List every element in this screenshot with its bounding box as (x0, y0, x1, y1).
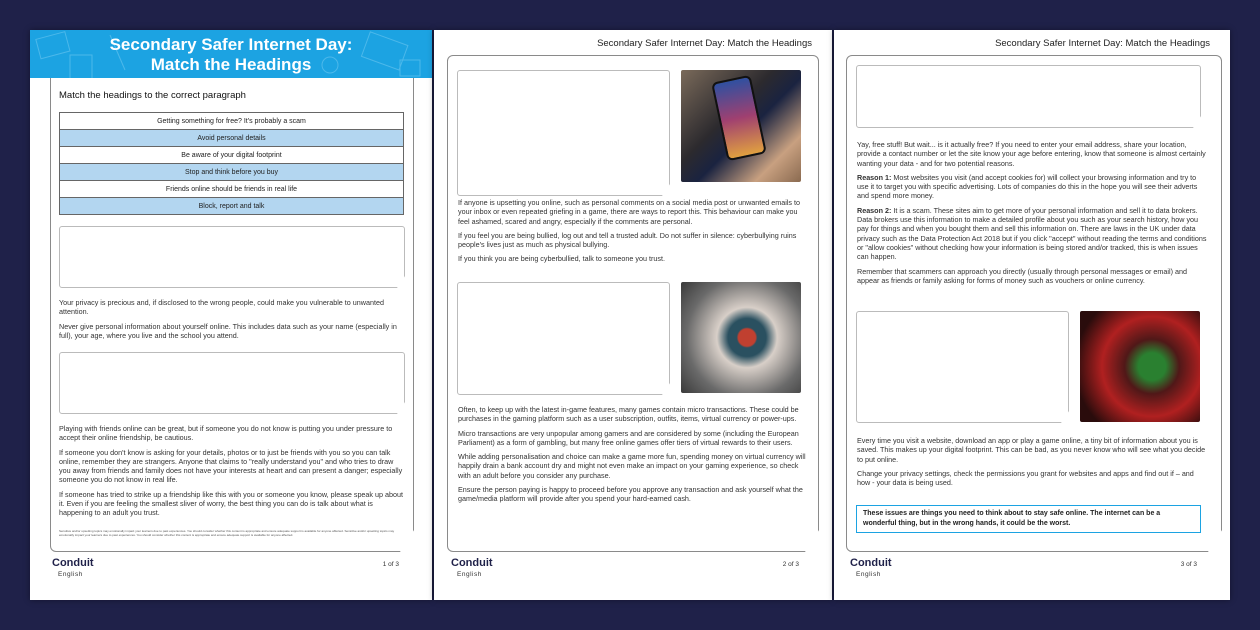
paragraph: Your privacy is precious and, if disclosed to the wrong people, could make you vulnerable to unwanted attention. (59, 298, 384, 317)
logo-name: Conduit (52, 557, 94, 569)
heading-option[interactable]: Avoid personal details (60, 130, 404, 147)
section-text-4 (458, 405, 808, 509)
paragraph: Ensure the person paying is happy to proceed before you approve any transaction and ask yourself what the game/media platform will provide after you spend your hard-earned cash. (458, 485, 803, 504)
paragraph: Micro transactions are very unpopular among gamers and are considered by some (including the European Parliament) as a form of gambling, but many free online games offer tiers of virtual rewards to their users. (458, 428, 799, 447)
title-banner (30, 30, 432, 78)
worksheet-page-1 (30, 30, 432, 600)
paragraph (857, 173, 1207, 201)
phone-icon (711, 75, 767, 162)
worksheet-page-3 (834, 30, 1230, 600)
worksheet-page-2 (434, 30, 832, 600)
paragraph: Playing with friends online can be great, but if someone you do not know is putting you under pressure to accept their online friendship, be cautious. (59, 424, 393, 443)
page-number: 3 of 3 (1180, 561, 1197, 568)
running-header: Secondary Safer Internet Day: Match the Headings (995, 38, 1210, 49)
phone-apps-photo (681, 70, 801, 182)
paragraph: Every time you visit a website, download an app or play a game online, a tiny bit of information about you is saved. This makes up your digital footprint. This can be bad, as you never know who will see what you decide to put online. (857, 436, 1206, 464)
table-row (60, 147, 404, 164)
headings-table (59, 112, 404, 215)
paragraph: Never give personal information about yourself online. This includes data such as your name (especially in full), your age, where you live and the school you attend. (59, 321, 397, 340)
answer-box-2[interactable] (59, 352, 405, 414)
heading-option[interactable]: Stop and think before you buy (60, 164, 404, 181)
page-number: 2 of 3 (782, 561, 799, 568)
logo-name: Conduit (850, 557, 892, 569)
heading-option[interactable]: Be aware of your digital footprint (60, 147, 404, 164)
callout-box: These issues are things you need to think about to stay safe online. The internet can be a wonderful thing, but in the wrong hands, it could be the worst. (856, 505, 1201, 533)
paragraph: If someone you don't know is asking for your details, photos or to just be friends with you so you can talk online, remember they are strangers. Anyone that claims to "really understand you" and who tries to draw you away from friends and family does not have your interests at heart and can present a danger; especially someone you do not know in real life. (59, 447, 403, 485)
gaming-controller-photo (681, 282, 801, 393)
title-line-2: Match the Headings (150, 55, 312, 74)
table-row (60, 198, 404, 215)
answer-box-3[interactable] (457, 70, 670, 196)
reason-label: Reason 1: (857, 172, 892, 182)
answer-box-6[interactable] (856, 311, 1069, 423)
paragraph: If you think you are being cyberbullied, talk to someone you trust. (458, 254, 665, 264)
title-line-1: Secondary Safer Internet Day: (109, 35, 353, 54)
disclaimer: Sensitive and/or upsetting topics may emotionally impact your learners due to past experiences. You should consider whether this content is appropriate and ensure adequate support is available for anyone affected. Sensitive and/or upsetting topics may emotionally impact your learners due to past experiences. You should consider whether this content is appropriate and ensure adequate support is available for anyone affected. (59, 529, 395, 537)
paragraph: Remember that scammers can approach you directly (usually through personal messages or email) and appear as friends or family asking for forms of money such as vouchers or online currency. (857, 266, 1187, 285)
reason-text: It is a scam. These sites aim to get more of your personal information and sell it to data brokers. Data brokers use this information to make a detailed profile about you such as your search history, how you pay for things and when you bought them and sell this information on. There are laws in the UK under data privacy such as the Data Protection Act 2018 but if you click "accept" without reading the terms and conditions or "allow cookies" without checking how your information is being stored and/or tracked, this is when issues can happen. (857, 205, 1207, 262)
logo-sub: English (457, 571, 482, 578)
section-text-6 (857, 436, 1207, 492)
laptop-padlock-photo (1080, 311, 1200, 422)
table-row (60, 181, 404, 198)
logo-sub: English (856, 571, 881, 578)
section-text-2 (59, 424, 405, 523)
paragraph: If anyone is upsetting you online, such as personal comments on a social media post or unwanted emails to your inbox or even repeated griefing in a game, there are ways to report this. This behaviour can make you feel ashamed, scared and angry, especially if the comments are personal. (458, 198, 800, 226)
table-row (60, 130, 404, 147)
conduit-logo (52, 558, 94, 580)
paragraph: Change your privacy settings, check the permissions you grant for websites and apps and find out if – and how - your data is being used. (857, 468, 1194, 488)
conduit-logo (850, 558, 892, 580)
running-header: Secondary Safer Internet Day: Match the Headings (597, 38, 812, 49)
paragraph: If someone has tried to strike up a friendship like this with you or someone you know, please speak up about it. Even if you are feeling the smallest sliver of worry, the best thing you can do is talk about what is happening to an adult you trust. (59, 489, 403, 518)
paragraph (857, 206, 1207, 262)
section-text-5 (857, 140, 1207, 290)
section-text-3 (458, 198, 808, 269)
instruction: Match the headings to the correct paragraph (59, 90, 246, 101)
heading-option[interactable]: Friends online should be friends in real life (60, 181, 404, 198)
section-text-1 (59, 298, 405, 345)
answer-box-1[interactable] (59, 226, 405, 288)
conduit-logo (451, 558, 493, 580)
reason-label: Reason 2: (857, 205, 892, 215)
heading-option[interactable]: Getting something for free? It's probably a scam (60, 113, 404, 130)
logo-name: Conduit (451, 557, 493, 569)
answer-box-5[interactable] (856, 65, 1201, 128)
answer-box-4[interactable] (457, 282, 670, 395)
paragraph: If you feel you are being bullied, log out and tell a trusted adult. Do not suffer in silence: cyberbullying ruins people's lives just as much as physical bullying. (458, 230, 797, 250)
table-row (60, 164, 404, 181)
heading-option[interactable]: Block, report and talk (60, 198, 404, 215)
paragraph: Often, to keep up with the latest in-game features, many games contain micro transactions. These could be purchases in the gaming platform such as a user subscription, outfits, items, virtual currency or power-ups. (458, 405, 799, 424)
paragraph: While adding personalisation and choice can make a game more fun, spending money on virtual currency will happily drain a bank account dry and might not even make an impact on your gaming experience, so check with an adult before you consider any purchase. (458, 452, 806, 480)
reason-text: Most websites you visit (and accept cookies for) will collect your browsing information and try to use it to target you with specific advertising. Lots of companies do this in the hope you will see their adverts and spend more money. (857, 172, 1198, 201)
table-row (60, 113, 404, 130)
paragraph: Yay, free stuff! But wait... is it actually free? If you need to enter your email address, share your location, provide a contact number or let the site know your age before entering, know that someone is almost certainly wanting your data - and for two potential reasons. (857, 140, 1206, 168)
page-number: 1 of 3 (382, 561, 399, 568)
logo-sub: English (58, 571, 83, 578)
